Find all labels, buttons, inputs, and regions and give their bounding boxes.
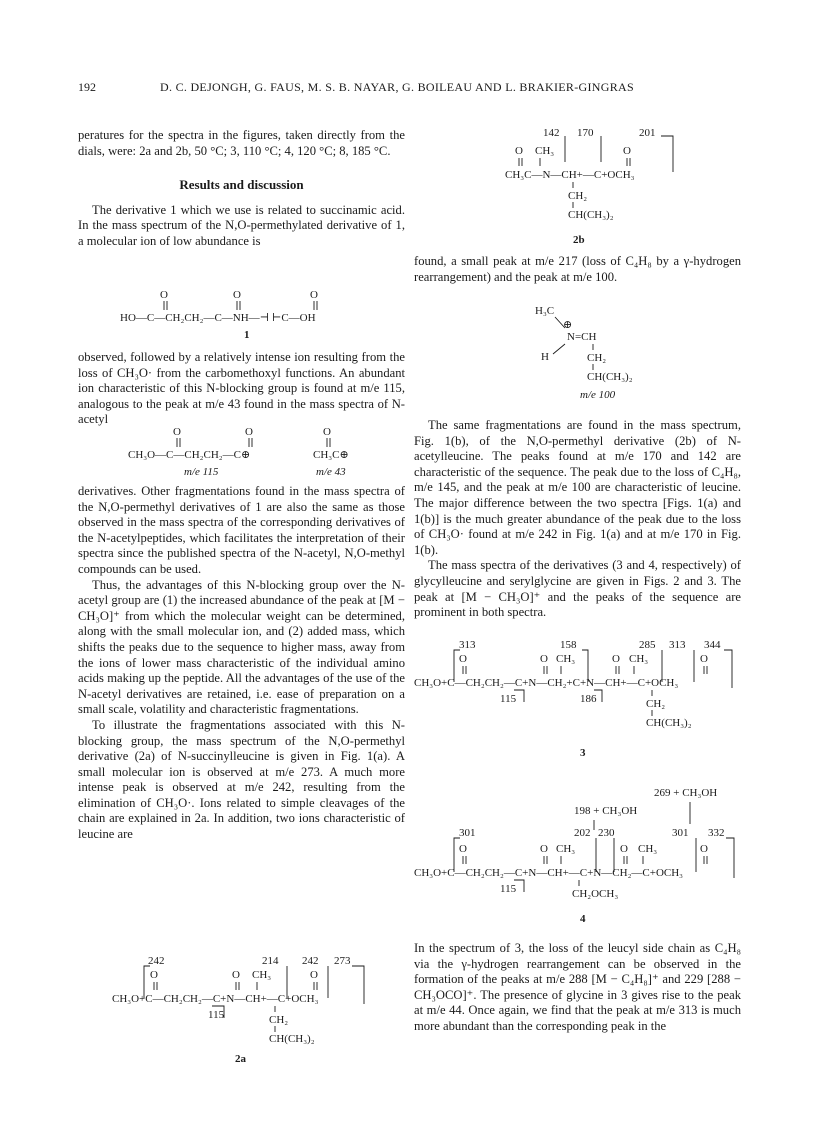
structure-label: 3	[580, 747, 586, 759]
mass-label: 214	[262, 955, 279, 967]
paragraph: To illustrate the fragmentations associated with this N-blocking group, the mass spectrum of the N,O-permethyl derivative (2a) of N-succinylleucine is given in Fig. 1(a). A small molecular ion is observed at m/e 273. A much more intense peak is observed at m/e 242, resulting from the elimination of CH₃O·. Ions related to simple cleavages of the chain are explained in 2a. In addition, two ions characteristic of leucine are	[78, 717, 405, 842]
mass-label: 344	[704, 639, 721, 651]
svg-text:O: O	[232, 969, 240, 981]
structure-1	[120, 288, 380, 345]
left-column-lower	[78, 484, 405, 843]
mass-label: 332	[708, 827, 725, 839]
structure-chain: CH₃O+C—CH₂CH₂—C+N—CH+—C+OCH₃	[112, 993, 319, 1005]
svg-text:O: O	[612, 653, 620, 665]
structure-3	[414, 636, 744, 781]
side-chain-label: CH(CH₃)₂	[568, 209, 614, 221]
page-number: 192	[78, 80, 96, 94]
methyl-label: CH₃	[556, 653, 576, 665]
side-chain-label: CH₂	[568, 190, 588, 202]
fragment-43: CH₃C⊕	[313, 449, 349, 461]
mass-label: 301	[672, 827, 689, 839]
mass-label: 242	[302, 955, 319, 967]
structure-mz100	[535, 300, 645, 405]
fragment-43-label: m/e 43	[316, 466, 346, 477]
methyl-label: CH₃	[556, 843, 576, 855]
running-title: D. C. DEJONGH, G. FAUS, M. S. B. NAYAR, G. BOILEAU AND L. BRAKIER-GINGRAS	[160, 80, 634, 94]
svg-text:O: O	[310, 289, 318, 301]
paragraph: Thus, the advantages of this N-blocking group over the N-acetyl group are (1) the increased abundance of the peak at [M − CH₃O]⁺ from which the molecular weight can be determined, along with the small molecular ion, and (2) added mass, which shifts the peaks due to the sequence to higher mass, away from the ions of lower mass characteristic of the individual amino acids making up the peptide. All the advantages of the use of the N-acetyl derivatives are retained, i.e. ease of preparation on a small scale, volatility and characteristic fragmentations.	[78, 577, 405, 717]
svg-text:O: O	[459, 843, 467, 855]
paragraph: found, a small peak at m/e 217 (loss of C₄H₈ by a γ-hydrogen rearrangement) and the peak at m/e 100.	[414, 254, 741, 284]
mass-label: 301	[459, 827, 476, 839]
section-heading: Results and discussion	[179, 177, 304, 193]
right-column-top	[414, 254, 741, 285]
side-chain-label: CH₂	[646, 698, 666, 710]
paragraph: In the spectrum of 3, the loss of the leucyl side chain as C₄H₈ via the γ-hydrogen rearrangement can be observed in the formation of the peaks at m/e 288 [M − C₄H₈]⁺ and 229 [288 − CH₃OCO]⁺. The presence of glycine in 3 gives rise to the peak at m/e 44. Once again, we find that the peak at m/e 313 is much more abundant than the corresponding peak in the	[414, 941, 741, 1033]
structure-chain: HO—C—CH₂CH₂—C—NH—⊣ ⊢C—OH	[120, 312, 316, 324]
paragraph: The mass spectra of the derivatives (3 and 4, respectively) of glycylleucine and serylglycine are given in Figs. 2 and 3. The peak at [M − CH₃O]⁺ and the peaks of the sequence are prominent in both spectra.	[414, 558, 741, 620]
svg-text:O: O	[323, 426, 331, 438]
svg-text:O: O	[540, 843, 548, 855]
structure-2b	[505, 128, 705, 257]
svg-text:O: O	[245, 426, 253, 438]
structure-chain: CH₃O+C—CH₂CH₂—C+N—CH₂+C+N—CH+—C+OCH₃	[414, 677, 679, 689]
paragraph: derivatives. Other fragmentations found in the mass spectra of the N,O-permethyl derivatives of 1 are also the same as those observed in the mass spectra of the corresponding derivatives of the N-acetylpeptides, which facilitates the interpretation of their spectra since the published spectra of the N-acetyl, N,O-methyl compounds can be used.	[78, 484, 405, 576]
svg-text:O: O	[459, 653, 467, 665]
side-chain-label: CH₂	[587, 352, 607, 364]
structure-4	[414, 786, 744, 941]
mass-label: 142	[543, 128, 560, 139]
svg-text:O: O	[150, 969, 158, 981]
mass-label: 273	[334, 955, 351, 967]
charge-label: ⊕	[563, 319, 573, 331]
svg-text:O: O	[233, 289, 241, 301]
side-chain-label: CH₂OCH₃	[572, 888, 619, 900]
methyl-label: CH₃	[638, 843, 658, 855]
group-label: H₃C	[535, 305, 555, 317]
methyl-label: CH₃	[252, 969, 272, 981]
mass-label: 170	[577, 128, 594, 139]
svg-text:O: O	[700, 843, 708, 855]
right-column-bottom	[414, 941, 741, 1035]
side-chain-label: CH₂	[269, 1014, 289, 1026]
structure-label: m/e 100	[580, 389, 616, 400]
paragraph: The same fragmentations are found in the mass spectrum, Fig. 1(b), of the N,O-permethyl derivative (2b) of N-acetylleucine. The peaks found at m/e 170 and 142 are characteristic of the sequence. The peak due to the loss of C₄H₈, m/e 145, and the peak at m/e 100 are characteristic of leucine. The major difference between the two spectra [Figs. 1(a) and 1(b)] is the much greater abundance of the peak due to the loss of CH₃O· found at m/e 242 in Fig. 1(a) and at m/e 170 in Fig. 1(b).	[414, 418, 741, 557]
group-label: H	[541, 351, 549, 363]
structure-chain: CH₃C—N—CH+—C+OCH₃	[505, 169, 635, 181]
mass-label: 115	[500, 693, 517, 705]
mass-label: 201	[639, 128, 656, 139]
svg-text:O: O	[160, 289, 168, 301]
svg-text:O: O	[310, 969, 318, 981]
structure-label: 1	[244, 329, 250, 340]
svg-text:O: O	[540, 653, 548, 665]
svg-text:O: O	[173, 426, 181, 438]
mass-label: 186	[580, 693, 597, 705]
methyl-label: CH₃	[535, 145, 555, 157]
side-chain-label: CH(CH₃)₂	[269, 1033, 315, 1045]
fragment-115-label: m/e 115	[184, 466, 219, 477]
svg-text:O: O	[623, 145, 631, 157]
right-column-mid	[414, 418, 741, 621]
mass-label: 313	[669, 639, 686, 651]
mass-label: 202	[574, 827, 591, 839]
structure-label: 2a	[235, 1053, 246, 1065]
left-column-top	[78, 128, 405, 250]
mass-label: 230	[598, 827, 615, 839]
paragraph: peratures for the spectra in the figures, taken directly from the dials, were: 2a and 2b, 50 °C; 3, 110 °C; 4, 120 °C; 8, 185 °C.	[78, 128, 405, 158]
paragraph: The derivative 1 which we use is related to succinamic acid. In the mass spectrum of the N,O-permethylated derivative of 1, a molecular ion of low abundance is	[78, 202, 405, 248]
structure-2a	[112, 952, 372, 1077]
mass-label: 285	[639, 639, 656, 651]
structures-115-43	[128, 425, 368, 482]
left-column-mid	[78, 350, 405, 428]
mass-label: 242	[148, 955, 165, 967]
side-chain-label: CH(CH₃)₂	[587, 371, 633, 383]
fragment-115: CH₃O—C—CH₂CH₂—C⊕	[128, 449, 251, 461]
side-chain-label: CH(CH₃)₂	[646, 717, 692, 729]
group-label: N=CH	[567, 331, 597, 343]
mass-label: 115	[500, 883, 517, 895]
structure-label: 4	[580, 913, 586, 925]
annotation: 198 + CH₃OH	[574, 805, 638, 817]
structure-chain: CH₃O+C—CH₂CH₂—C+N—CH+—C+N—CH₂—C+OCH₃	[414, 867, 684, 879]
svg-text:O: O	[620, 843, 628, 855]
paragraph: observed, followed by a relatively intense ion resulting from the loss of CH₃O· from the carbomethoxyl functions. An abundant ion characteristic of this N-blocking group is found at m/e 115, analogous to the peak at m/e 43 found in the mass spectra of N-acetyl	[78, 350, 405, 427]
structure-label: 2b	[573, 234, 585, 246]
mass-label: 313	[459, 639, 476, 651]
svg-text:O: O	[700, 653, 708, 665]
mass-label: 158	[560, 639, 577, 651]
methyl-label: CH₃	[629, 653, 649, 665]
annotation: 269 + CH₃OH	[654, 787, 718, 799]
svg-text:O: O	[515, 145, 523, 157]
mass-label: 115	[208, 1009, 225, 1021]
